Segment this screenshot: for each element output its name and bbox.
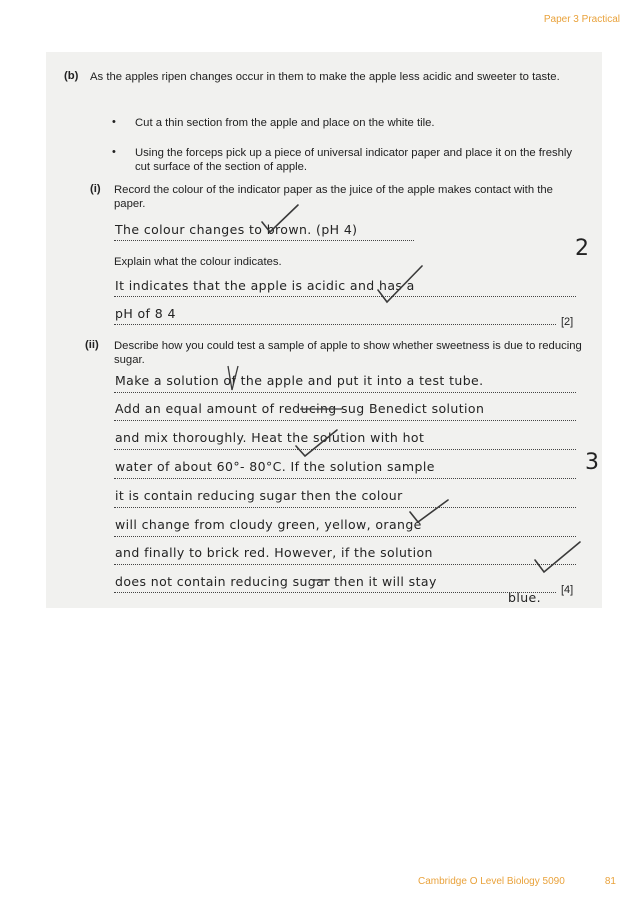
handwritten-answer: it is contain reducing sugar then the colour	[115, 488, 403, 503]
handwritten-answer: Make a solution of the apple and put it into a test tube.	[115, 373, 484, 388]
handwritten-answer: and finally to brick red. However, if the solution	[115, 545, 433, 560]
bullet-2: Using the forceps pick up a piece of universal indicator paper and place it on the freshly cut surface of the section of apple.	[135, 147, 573, 173]
footer-source: Cambridge O Level Biology 5090	[418, 876, 565, 887]
examiner-score: 2	[575, 236, 590, 261]
handwritten-answer: pH of 8 4	[115, 306, 176, 321]
marks-available: [4]	[561, 584, 574, 596]
handwritten-answer: does not contain reducing sugar then it will stay	[115, 574, 437, 589]
caret-mark-icon	[228, 366, 238, 390]
tick-mark-icon	[262, 205, 298, 232]
handwritten-answer: Add an equal amount of reducing sug Benedict solution	[115, 401, 485, 416]
question-intro: As the apples ripen changes occur in them to make the apple less acidic and sweeter to taste.	[90, 71, 560, 83]
handwritten-answer: The colour changes to brown. (pH 4)	[115, 222, 358, 237]
sub-i-prompt: Record the colour of the indicator paper as the juice of the apple makes contact with the paper.	[114, 184, 553, 210]
handwritten-overflow: blue.	[508, 590, 541, 605]
bullet-marker: •	[112, 146, 116, 158]
tick-mark-icon	[378, 266, 422, 302]
handwritten-answer: It indicates that the apple is acidic and has a	[115, 278, 415, 293]
handwritten-answer: water of about 60°- 80°C. If the solution sample	[115, 459, 435, 474]
sub-ii-prompt: Describe how you could test a sample of apple to show whether sweetness is due to reducing sugar.	[114, 340, 582, 366]
page-number: 81	[604, 876, 616, 887]
bullet-1: Cut a thin section from the apple and place on the white tile.	[135, 117, 435, 129]
tick-mark-icon	[535, 542, 580, 572]
bullet-marker: •	[112, 116, 116, 128]
part-label: (b)	[64, 70, 79, 82]
handwritten-answer: and mix thoroughly. Heat the solution with hot	[115, 430, 425, 445]
sub-i-label: (i)	[90, 183, 101, 195]
tick-mark-icon	[410, 500, 448, 522]
explain-prompt: Explain what the colour indicates.	[114, 256, 282, 268]
tick-mark-icon	[296, 430, 337, 456]
handwritten-answer: will change from cloudy green, yellow, orange	[115, 517, 422, 532]
running-title: Paper 3 Practical	[543, 14, 620, 25]
sub-ii-label: (ii)	[85, 339, 99, 351]
marks-available: [2]	[561, 316, 574, 328]
examiner-score: 3	[585, 450, 600, 475]
